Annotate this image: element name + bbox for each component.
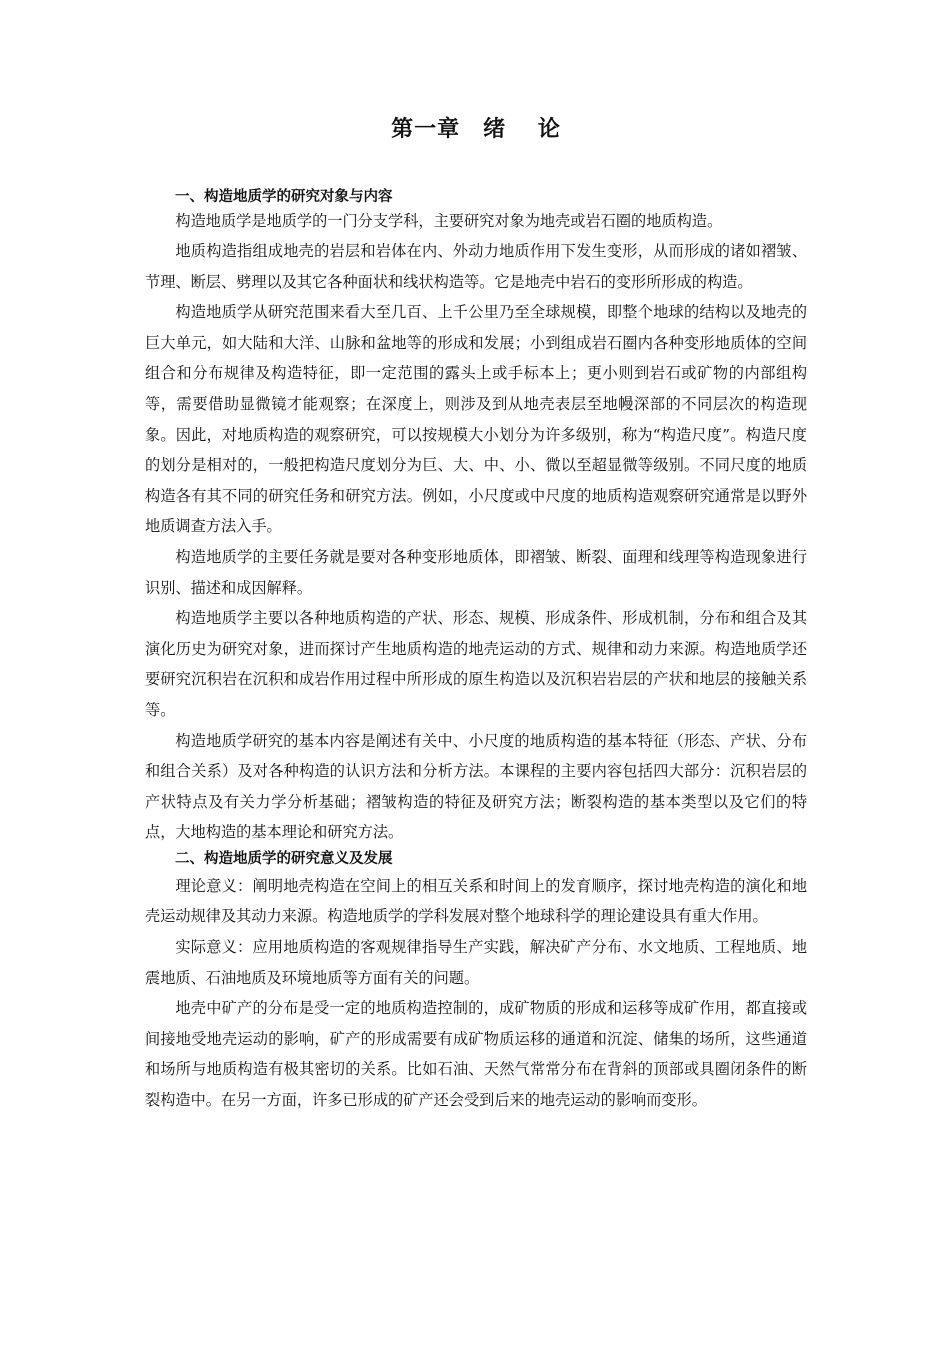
paragraph: 实际意义：应用地质构造的客观规律指导生产实践，解决矿产分布、水文地质、工程地质、地震地质、石油地质及环境地质等方面有关的问题。	[145, 938, 807, 987]
paragraph: 理论意义：阐明地壳构造在空间上的相互关系和时间上的发育顺序，探讨地壳构造的演化和地壳运动规律及其动力来源。构造地质学的学科发展对整个地球科学的理论建设具有重大作用。	[145, 876, 807, 926]
paragraph: 构造地质学从研究范围来看大至几百、上千公里乃至全球规模，即整个地球的结构以及地壳的巨大单元，如大陆和大洋、山脉和盆地等的形成和发展；小到组成岩石圈内各种变形地质体的空间组合和分布规律及构造特征，即一定范围的露头上或手标本上；更小则到岩石或矿物的内部组构等，需要借助显微镜才能观察；在深度上，则涉及到从地壳表层至地幔深部的不同层次的构造现象。因此，对地质构造的观察研究，可以按规模大小划分为许多级别，称为“构造尺度”。构造尺度的划分是相对的，一般把构造尺度划分为巨、大、中、小、微以至超显微等级别。不同尺度的地质构造各有其不同的研究任务和研究方法。例如，小尺度或中尺度的地质构造观察研究通常是以野外地质调查方法入手。	[145, 303, 807, 536]
paragraph: 构造地质学主要以各种地质构造的产状、形态、规模、形成条件、形成机制，分布和组合及其演化历史为研究对象，进而探讨产生地质构造的地壳运动的方式、规律和动力来源。构造地质学还要研究沉积岩在沉积和成岩作用过程中所形成的原生构造以及沉积岩岩层的产状和地层的接触关系等。	[145, 609, 807, 719]
section-heading-1: 一、构造地质学的研究对象与内容	[175, 189, 393, 205]
chapter-title: 第一章 绪 论	[391, 117, 561, 142]
paragraph: 地壳中矿产的分布是受一定的地质构造控制的，成矿物质的形成和运移等成矿作用，都直接或间接地受地壳运动的影响，矿产的形成需要有成矿物质运移的通道和沉淀、储集的场所，这些通道和场所与地质构造有极其密切的关系。比如石油、天然气常常分布在背斜的顶部或具圈闭条件的断裂构造中。在另一方面，许多已形成的矿产还会受到后来的地壳运动的影响而变形。	[145, 999, 807, 1110]
paragraph: 构造地质学的主要任务就是要对各种变形地质体，即褶皱、断裂、面理和线理等构造现象进行识别、描述和成因解释。	[145, 547, 807, 597]
paragraph: 构造地质学研究的基本内容是阐述有关中、小尺度的地质构造的基本特征（形态、产状、分布和组合关系）及对各种构造的认识方法和分析方法。本课程的主要内容包括四大部分：沉积岩层的产状特点及有关力学分析基础；褶皱构造的特征及研究方法；断裂构造的基本类型以及它们的特点，大地构造的基本理论和研究方法。	[145, 731, 807, 842]
paragraph: 地质构造指组成地壳的岩层和岩体在内、外动力地质作用下发生变形，从而形成的诸如褶皱、节理、断层、劈理以及其它各种面状和线状构造等。它是地壳中岩石的变形所形成的构造。	[145, 242, 807, 291]
document-body	[145, 186, 807, 1116]
section-heading-2: 二、构造地质学的研究意义及发展	[175, 850, 393, 867]
paragraph: 构造地质学是地质学的一门分支学科，主要研究对象为地壳或岩石圈的地质构造。	[175, 212, 723, 230]
